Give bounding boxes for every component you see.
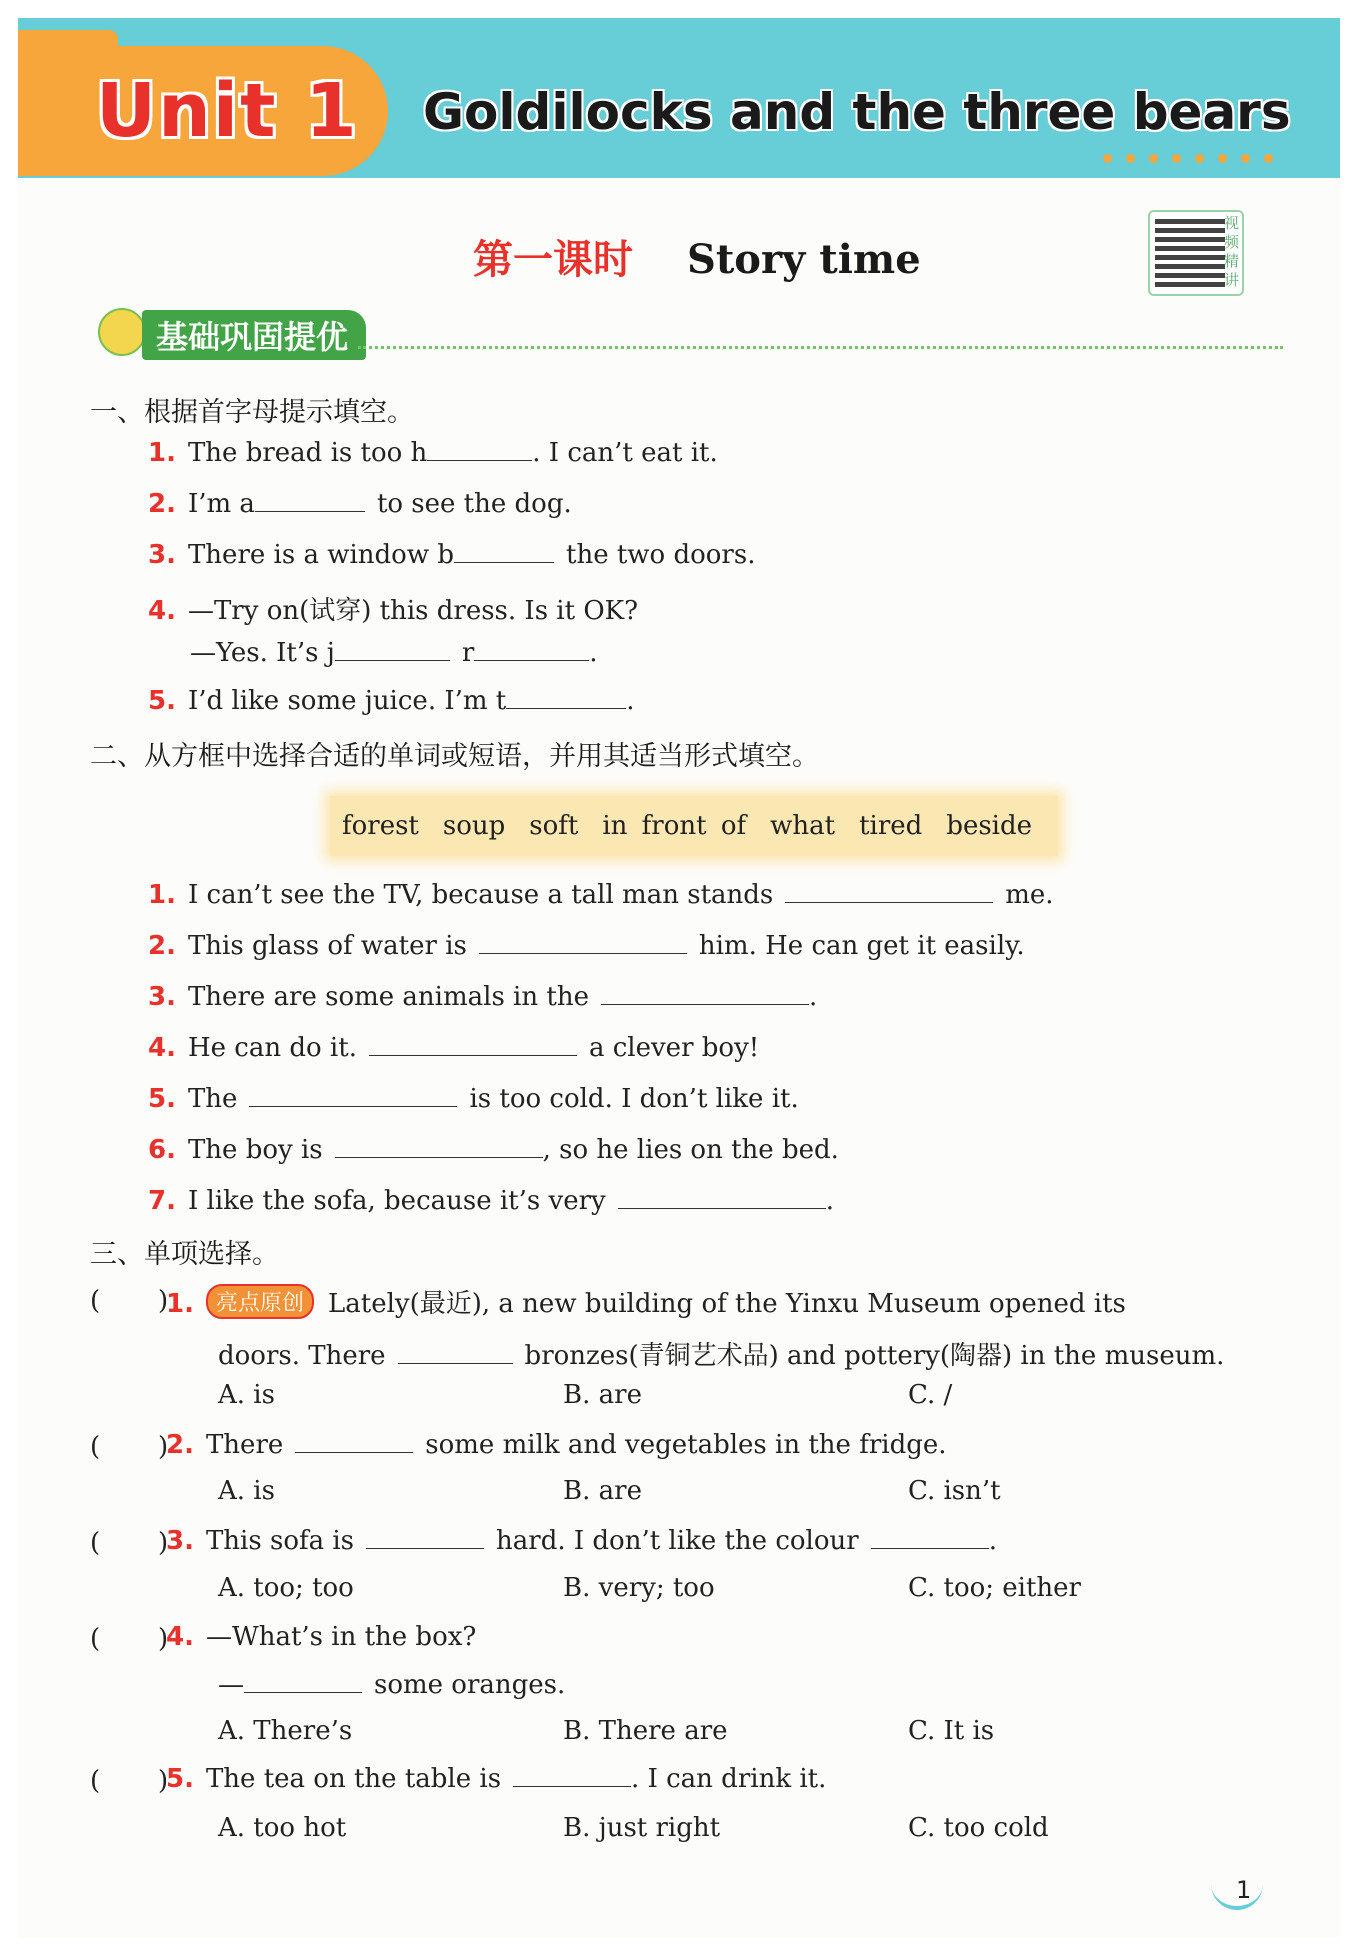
- answer-blank[interactable]: [601, 982, 809, 1005]
- answer-blank[interactable]: [249, 1084, 457, 1107]
- question-text: I’m a: [187, 489, 255, 519]
- question-text: . I can’t eat it.: [532, 438, 718, 468]
- answer-paren[interactable]: ( ): [90, 1432, 169, 1462]
- answer-blank[interactable]: [513, 1764, 631, 1787]
- s3-question-3: [166, 1526, 997, 1556]
- s2-question-5: [148, 1084, 799, 1114]
- word-bank-item: soft: [529, 811, 579, 841]
- header-banner: [18, 18, 1340, 178]
- s1-question-2: [148, 489, 572, 519]
- qr-code-icon[interactable]: [1148, 210, 1244, 296]
- question-number: 5.: [148, 686, 176, 716]
- question-text: .: [626, 686, 635, 716]
- question-text: —: [218, 1670, 244, 1700]
- answer-blank[interactable]: [335, 1135, 543, 1158]
- question-number: 3.: [166, 1526, 194, 1556]
- question-text: .: [825, 1186, 834, 1216]
- word-bank-item: forest: [342, 811, 419, 841]
- option-b[interactable]: B. just right: [563, 1813, 721, 1843]
- section3-title: 三、单项选择。: [90, 1239, 279, 1270]
- question-text: some milk and vegetables in the fridge.: [425, 1430, 947, 1460]
- option-b[interactable]: B. very; too: [563, 1573, 715, 1603]
- answer-paren[interactable]: ( ): [90, 1286, 169, 1316]
- answer-paren[interactable]: ( ): [90, 1624, 169, 1654]
- question-text: .: [808, 982, 818, 1012]
- s3-question-1-line2: [218, 1335, 1224, 1372]
- option-b[interactable]: B. are: [563, 1476, 642, 1506]
- answer-blank[interactable]: [479, 931, 687, 954]
- s3-question-4-line2: [218, 1670, 565, 1700]
- option-a[interactable]: A. too; too: [218, 1573, 354, 1603]
- question-text: I’d like some juice. I’m t: [187, 686, 507, 716]
- workbook-page: [18, 18, 1340, 1938]
- answer-blank[interactable]: [618, 1186, 826, 1209]
- question-text: me.: [1005, 880, 1054, 910]
- question-text: . I can drink it.: [631, 1764, 827, 1794]
- answer-blank[interactable]: [474, 638, 589, 661]
- answer-blank[interactable]: [369, 1033, 577, 1056]
- question-number: 2.: [166, 1430, 194, 1460]
- answer-blank[interactable]: [427, 438, 532, 461]
- lesson-heading: [473, 228, 921, 285]
- lesson-en: Story time: [686, 236, 921, 283]
- question-text: I like the sofa, because it’s very: [187, 1186, 606, 1216]
- s3-question-1: [166, 1283, 1126, 1320]
- question-text: —Yes. It’s j: [190, 638, 335, 668]
- s1-question-5: [148, 686, 635, 716]
- answer-blank[interactable]: [506, 686, 626, 709]
- section2-title: 二、从方框中选择合适的单词或短语，并用其适当形式填空。: [90, 741, 819, 772]
- option-c[interactable]: C. too; either: [908, 1573, 1081, 1603]
- question-text: The boy is: [187, 1135, 323, 1165]
- question-text: doors. There: [218, 1341, 386, 1371]
- unit-title: Goldilocks and the three bears: [423, 83, 1291, 141]
- question-number: 4.: [148, 1033, 176, 1063]
- question-text: a clever boy!: [588, 1033, 760, 1063]
- question-text: There: [205, 1430, 284, 1460]
- question-text: The bread is too h: [187, 438, 428, 468]
- s2-question-7: [148, 1186, 834, 1216]
- s2-question-2: [148, 931, 1025, 961]
- question-text: some oranges.: [374, 1670, 566, 1700]
- highlight-tag: 亮点原创: [206, 1284, 314, 1319]
- question-text: to see the dog.: [376, 489, 572, 519]
- option-c[interactable]: C. It is: [908, 1716, 995, 1746]
- page-number: 1: [1236, 1876, 1252, 1904]
- s2-question-3: [148, 982, 817, 1012]
- question-text: This glass of water is: [187, 931, 467, 961]
- question-text: —Try on(试穿) this dress. Is it OK?: [187, 596, 639, 626]
- answer-blank[interactable]: [244, 1670, 362, 1693]
- answer-blank[interactable]: [366, 1526, 484, 1549]
- question-number: 2.: [148, 931, 176, 961]
- s1-question-4: [148, 590, 638, 627]
- answer-blank[interactable]: [785, 880, 993, 903]
- question-text: hard. I don’t like the colour: [496, 1526, 859, 1556]
- question-text: There are some animals in the: [187, 982, 589, 1012]
- question-text: This sofa is: [205, 1526, 355, 1556]
- question-number: 3.: [148, 982, 176, 1012]
- qr-pattern: [1155, 217, 1225, 287]
- question-number: 4.: [148, 596, 176, 626]
- qr-label-char: 频: [1224, 233, 1240, 251]
- question-text: is too cold. I don’t like it.: [469, 1084, 799, 1114]
- answer-paren[interactable]: ( ): [90, 1528, 169, 1558]
- answer-paren[interactable]: ( ): [90, 1766, 169, 1796]
- qr-label-char: 精: [1224, 252, 1240, 270]
- option-a[interactable]: A. too hot: [218, 1813, 347, 1843]
- word-bank: [330, 796, 1058, 856]
- question-text: Lately(最近), a new building of the Yinxu Museum opened its: [327, 1289, 1126, 1319]
- lesson-cn: 第一课时: [473, 236, 633, 283]
- unit-label: Unit 1: [96, 68, 359, 154]
- question-number: 1.: [148, 438, 176, 468]
- answer-blank[interactable]: [398, 1341, 513, 1364]
- s1-question-1: [148, 438, 718, 468]
- question-number: 5.: [166, 1764, 194, 1794]
- question-text: The: [187, 1084, 238, 1114]
- option-c[interactable]: C. isn’t: [908, 1476, 1001, 1506]
- s2-question-4: [148, 1033, 759, 1063]
- question-text: bronzes(青铜艺术品) and pottery(陶器) in the museum.: [524, 1341, 1225, 1371]
- answer-blank[interactable]: [335, 638, 450, 661]
- qr-label: [1224, 214, 1240, 290]
- question-text: him. He can get it easily.: [698, 931, 1025, 961]
- s2-question-6: [148, 1135, 839, 1165]
- question-number: 2.: [148, 489, 176, 519]
- s1-question-4-reply: [190, 638, 598, 668]
- badge-label: 基础巩固提优: [142, 310, 366, 360]
- question-number: 4.: [166, 1622, 194, 1652]
- decorative-dots: [1103, 148, 1287, 167]
- question-text: .: [589, 638, 598, 668]
- question-text: .: [988, 1526, 997, 1556]
- s3-question-5: [166, 1764, 826, 1794]
- s3-question-4: [166, 1622, 476, 1652]
- question-text: the two doors.: [566, 540, 756, 570]
- option-a[interactable]: A. is: [218, 1380, 275, 1410]
- answer-blank[interactable]: [454, 540, 554, 563]
- qr-label-char: 视: [1224, 214, 1240, 232]
- word-bank-item: tired: [859, 811, 923, 841]
- question-text: —What’s in the box?: [205, 1622, 477, 1652]
- question-number: 1.: [148, 880, 176, 910]
- question-number: 6.: [148, 1135, 176, 1165]
- word-bank-item: what: [770, 811, 836, 841]
- question-text: I can’t see the TV, because a tall man stands: [187, 880, 774, 910]
- question-number: 7.: [148, 1186, 176, 1216]
- section1-title: 一、根据首字母提示填空。: [90, 397, 414, 428]
- question-text: r: [461, 638, 475, 668]
- cube-icon: [98, 308, 146, 356]
- option-b[interactable]: B. There are: [563, 1716, 728, 1746]
- question-text: The tea on the table is: [205, 1764, 502, 1794]
- option-a[interactable]: A. is: [218, 1476, 275, 1506]
- option-c[interactable]: C. too cold: [908, 1813, 1049, 1843]
- s1-question-3: [148, 540, 755, 570]
- question-number: 1.: [166, 1289, 194, 1319]
- question-number: 3.: [148, 540, 176, 570]
- question-text: There is a window b: [187, 540, 454, 570]
- option-a[interactable]: A. There’s: [218, 1716, 353, 1746]
- option-b[interactable]: B. are: [563, 1380, 642, 1410]
- option-c[interactable]: C. /: [908, 1380, 953, 1410]
- word-bank-item: beside: [946, 811, 1033, 841]
- question-text: , so he lies on the bed.: [542, 1135, 839, 1165]
- s2-question-1: [148, 880, 1054, 910]
- answer-blank[interactable]: [871, 1526, 989, 1549]
- question-text: He can do it.: [187, 1033, 357, 1063]
- answer-blank[interactable]: [295, 1430, 413, 1453]
- qr-label-char: 讲: [1224, 271, 1240, 289]
- word-bank-item: in front of: [602, 811, 747, 841]
- word-bank-item: soup: [442, 811, 506, 841]
- question-number: 5.: [148, 1084, 176, 1114]
- s3-question-2: [166, 1430, 947, 1460]
- divider: [358, 346, 1283, 349]
- answer-blank[interactable]: [255, 489, 365, 512]
